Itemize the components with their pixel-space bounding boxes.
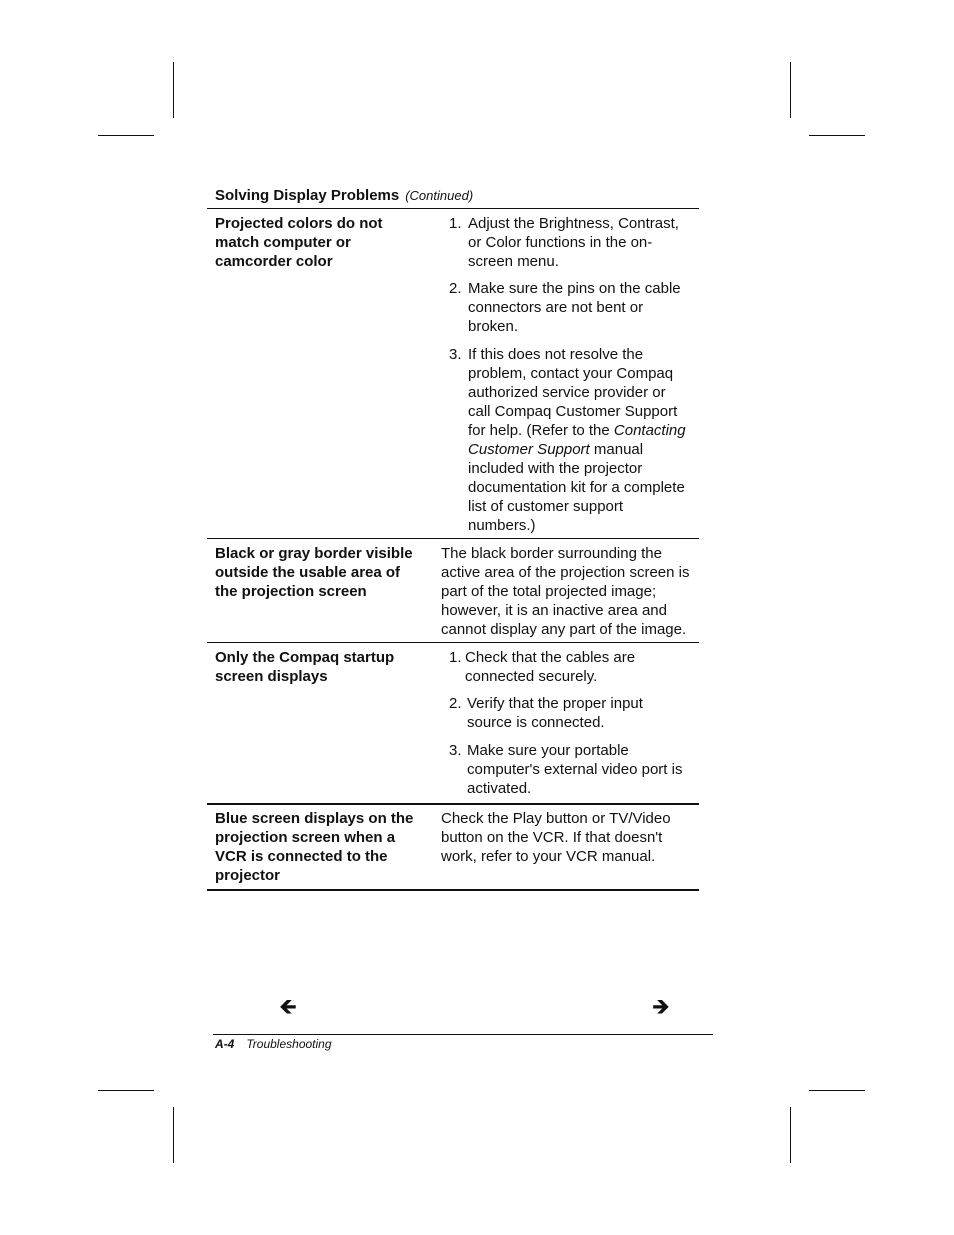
crop-mark-top-left-vertical — [173, 62, 174, 118]
crop-mark-bottom-left-vertical — [173, 1107, 174, 1163]
section-name: Troubleshooting — [246, 1037, 332, 1051]
page-number: A-4 — [215, 1037, 235, 1051]
row-1-step-1 — [449, 214, 689, 271]
crop-mark-bottom-right-vertical — [790, 1107, 791, 1163]
table-title-continued: (Continued) — [405, 188, 474, 203]
row-1-step-2 — [449, 279, 689, 336]
row-divider-3 — [207, 803, 699, 805]
step-number: 2. — [449, 695, 462, 712]
manual-title: Contacting Customer Support — [468, 422, 686, 458]
table-bottom-rule — [207, 889, 699, 891]
step-text-part: manual included with the projector documentation kit for a complete list of customer support numbers.) — [468, 441, 685, 534]
crop-mark-top-right-vertical — [790, 62, 791, 118]
row-divider-1 — [207, 538, 699, 539]
step-number: 1. — [449, 215, 462, 232]
crop-mark-bottom-right-horizontal — [809, 1090, 865, 1091]
arrow-left-icon[interactable]: 🡸 — [279, 994, 297, 1019]
page-footer — [215, 1037, 332, 1051]
row-3-step-3 — [449, 741, 689, 798]
row-1-step-3 — [449, 345, 689, 535]
table-row-4-solution: Check the Play button or TV/Video button on the VCR. If that doesn't work, refer to your VCR manual. — [441, 810, 671, 865]
table-top-rule — [207, 208, 699, 209]
table-title-text: Solving Display Problems — [215, 187, 400, 204]
step-text: Check that the cables are connected securely. — [465, 649, 636, 685]
table-row-4-problem: Blue screen displays on the projection screen when a VCR is connected to the projector — [215, 810, 414, 884]
arrow-right-icon[interactable]: 🡺 — [652, 994, 670, 1019]
step-number: 3. — [449, 346, 462, 363]
step-text: Verify that the proper input source is connected. — [467, 695, 643, 731]
row-3-step-2 — [449, 694, 689, 732]
table-row-2-solution: The black border surrounding the active area of the projection screen is part of the total projected image; however, it is an inactive area and cannot display any part of the image. — [441, 545, 690, 638]
step-number: 2. — [449, 280, 462, 297]
table-title — [215, 187, 473, 204]
row-3-step-1 — [449, 648, 689, 686]
row-divider-2 — [207, 642, 699, 643]
table-row-2-problem: Black or gray border visible outside the usable area of the projection screen — [215, 545, 413, 600]
crop-mark-top-left-horizontal — [98, 135, 154, 136]
table-row-3-problem: Only the Compaq startup screen displays — [215, 649, 395, 685]
step-text — [468, 345, 689, 535]
step-number: 1. — [449, 649, 462, 666]
step-text: Make sure the pins on the cable connectors are not bent or broken. — [468, 280, 681, 335]
crop-mark-bottom-left-horizontal — [98, 1090, 154, 1091]
step-text: Adjust the Brightness, Contrast, or Color functions in the on-screen menu. — [468, 215, 679, 270]
step-text-part: If this does not resolve the problem, contact your Compaq authorized service provider or call Compaq Customer Support for help. (Refer to the — [468, 346, 678, 439]
footer-rule — [213, 1034, 713, 1035]
step-text: Make sure your portable computer's external video port is activated. — [467, 742, 683, 797]
table-row-1-problem: Projected colors do not match computer or camcorder color — [215, 215, 383, 270]
step-number: 3. — [449, 742, 462, 759]
crop-mark-top-right-horizontal — [809, 135, 865, 136]
